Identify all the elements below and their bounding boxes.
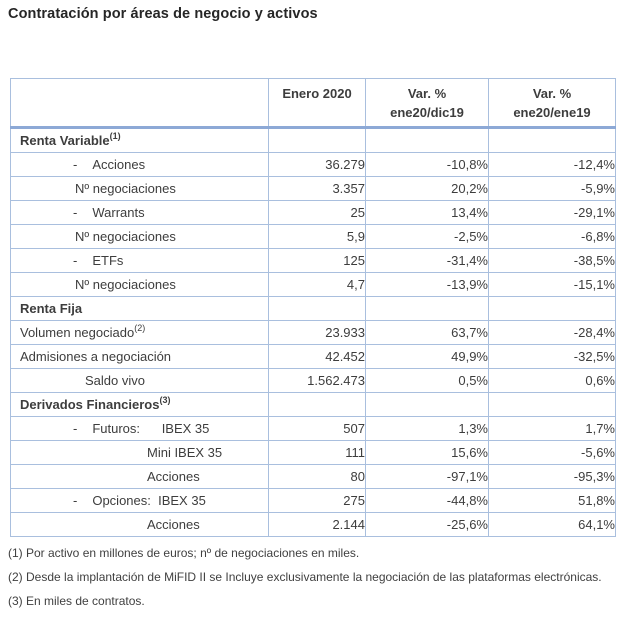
footnote-1: (1) Por activo en millones de euros; nº de negociaciones en miles. <box>8 546 360 560</box>
value-var-ene20-dic19: 13,4% <box>366 201 489 225</box>
header-var-ene20-ene19 <box>489 79 616 128</box>
row-label-cell <box>11 369 269 393</box>
header-enero-2020 <box>269 79 366 128</box>
table-row <box>11 249 616 273</box>
table-row <box>11 321 616 345</box>
row-label-cell <box>11 321 269 345</box>
row-label: Derivados Financieros <box>20 397 160 412</box>
value-enero-2020 <box>269 128 366 153</box>
contratacion-table <box>10 78 616 537</box>
value-var-ene20-ene19: -5,6% <box>489 441 616 465</box>
value-var-ene20-dic19: 49,9% <box>366 345 489 369</box>
row-label: Acciones <box>147 517 200 532</box>
row-label-cell <box>11 225 269 249</box>
footnote-2: (2) Desde la implantación de MiFID II se Incluye exclusivamente la negociación de las plataformas electrónicas. <box>8 570 602 584</box>
row-label: Opciones: IBEX 35 <box>92 493 206 508</box>
value-var-ene20-ene19: -12,4% <box>489 153 616 177</box>
dash-bullet: - <box>73 253 78 268</box>
value-enero-2020 <box>269 297 366 321</box>
value-var-ene20-dic19 <box>366 128 489 153</box>
value-enero-2020: 80 <box>269 465 366 489</box>
value-var-ene20-ene19: -38,5% <box>489 249 616 273</box>
value-var-ene20-dic19 <box>366 297 489 321</box>
value-var-ene20-dic19: -31,4% <box>366 249 489 273</box>
header-sublabel: ene20/ene19 <box>513 105 591 120</box>
dash-bullet: - <box>73 157 78 172</box>
row-label: Volumen negociado <box>20 325 135 340</box>
footnotes <box>8 546 618 618</box>
row-label: Renta Fija <box>20 301 83 316</box>
value-enero-2020: 111 <box>269 441 366 465</box>
row-label: Acciones <box>92 157 146 172</box>
table-row <box>11 345 616 369</box>
row-label-cell <box>11 273 269 297</box>
dash-bullet: - <box>73 493 78 508</box>
row-label: ETFs <box>92 253 124 268</box>
row-label-cell <box>11 249 269 273</box>
row-label-cell <box>11 128 269 153</box>
value-var-ene20-ene19: 0,6% <box>489 369 616 393</box>
value-var-ene20-dic19: 15,6% <box>366 441 489 465</box>
value-enero-2020: 1.562.473 <box>269 369 366 393</box>
value-var-ene20-ene19: -28,4% <box>489 321 616 345</box>
table-row <box>11 128 616 153</box>
value-var-ene20-dic19: -97,1% <box>366 465 489 489</box>
value-var-ene20-ene19 <box>489 128 616 153</box>
value-var-ene20-ene19: 51,8% <box>489 489 616 513</box>
value-var-ene20-dic19: -13,9% <box>366 273 489 297</box>
value-var-ene20-dic19 <box>366 393 489 417</box>
row-label-cell <box>11 417 269 441</box>
dash-bullet: - <box>73 205 78 220</box>
value-var-ene20-dic19: -44,8% <box>366 489 489 513</box>
table-row <box>11 369 616 393</box>
table-row <box>11 465 616 489</box>
table-row <box>11 393 616 417</box>
footnote-3: (3) En miles de contratos. <box>8 594 145 608</box>
footnote-ref: (1) <box>109 130 121 141</box>
row-label-cell <box>11 297 269 321</box>
value-var-ene20-ene19 <box>489 393 616 417</box>
row-label: Renta Variable <box>20 133 110 148</box>
row-label-cell <box>11 513 269 537</box>
value-enero-2020: 36.279 <box>269 153 366 177</box>
row-label: Saldo vivo <box>85 373 145 388</box>
value-var-ene20-dic19: 0,5% <box>366 369 489 393</box>
header-sublabel: ene20/dic19 <box>390 105 464 120</box>
row-label-cell <box>11 345 269 369</box>
row-label-cell <box>11 177 269 201</box>
table-row <box>11 273 616 297</box>
header-var-ene20-dic19 <box>366 79 489 128</box>
value-var-ene20-ene19: -95,3% <box>489 465 616 489</box>
dash-bullet: - <box>73 421 78 436</box>
row-label-cell <box>11 489 269 513</box>
row-label: Acciones <box>147 469 200 484</box>
table-row <box>11 153 616 177</box>
table-row <box>11 489 616 513</box>
value-var-ene20-ene19: 1,7% <box>489 417 616 441</box>
row-label: Futuros: IBEX 35 <box>92 421 210 436</box>
value-var-ene20-dic19: 20,2% <box>366 177 489 201</box>
value-enero-2020: 42.452 <box>269 345 366 369</box>
table-row <box>11 297 616 321</box>
footnote-ref: (3) <box>159 394 171 405</box>
table-row <box>11 201 616 225</box>
table-row <box>11 417 616 441</box>
value-var-ene20-dic19: -10,8% <box>366 153 489 177</box>
value-enero-2020: 5,9 <box>269 225 366 249</box>
row-label-cell <box>11 441 269 465</box>
header-row <box>11 79 616 128</box>
value-enero-2020: 4,7 <box>269 273 366 297</box>
value-enero-2020: 507 <box>269 417 366 441</box>
row-label: Warrants <box>92 205 145 220</box>
value-enero-2020: 23.933 <box>269 321 366 345</box>
table-row <box>11 441 616 465</box>
row-label: Mini IBEX 35 <box>147 445 223 460</box>
row-label: Nº negociaciones <box>75 229 176 244</box>
value-var-ene20-dic19: -25,6% <box>366 513 489 537</box>
value-enero-2020: 2.144 <box>269 513 366 537</box>
value-var-ene20-ene19: -32,5% <box>489 345 616 369</box>
value-var-ene20-ene19 <box>489 297 616 321</box>
value-var-ene20-ene19: -15,1% <box>489 273 616 297</box>
row-label: Nº negociaciones <box>75 181 176 196</box>
page-title: Contratación por áreas de negocio y activos <box>8 6 318 22</box>
row-label-cell <box>11 201 269 225</box>
value-enero-2020: 3.357 <box>269 177 366 201</box>
value-enero-2020: 25 <box>269 201 366 225</box>
value-var-ene20-dic19: 63,7% <box>366 321 489 345</box>
value-enero-2020: 125 <box>269 249 366 273</box>
footnote-ref: (2) <box>134 322 146 333</box>
table-row <box>11 177 616 201</box>
value-var-ene20-ene19: -6,8% <box>489 225 616 249</box>
value-enero-2020 <box>269 393 366 417</box>
value-var-ene20-ene19: -29,1% <box>489 201 616 225</box>
header-label: Enero 2020 <box>282 86 352 101</box>
table-row <box>11 225 616 249</box>
header-label: Var. % <box>532 86 572 101</box>
row-label: Nº negociaciones <box>75 277 176 292</box>
value-var-ene20-ene19: 64,1% <box>489 513 616 537</box>
value-enero-2020: 275 <box>269 489 366 513</box>
row-label-cell <box>11 393 269 417</box>
row-label-cell <box>11 153 269 177</box>
header-empty-cell <box>11 79 269 128</box>
header-label: Var. % <box>407 86 447 101</box>
table-row <box>11 513 616 537</box>
value-var-ene20-ene19: -5,9% <box>489 177 616 201</box>
value-var-ene20-dic19: -2,5% <box>366 225 489 249</box>
row-label: Admisiones a negociación <box>20 349 172 364</box>
row-label-cell <box>11 465 269 489</box>
value-var-ene20-dic19: 1,3% <box>366 417 489 441</box>
